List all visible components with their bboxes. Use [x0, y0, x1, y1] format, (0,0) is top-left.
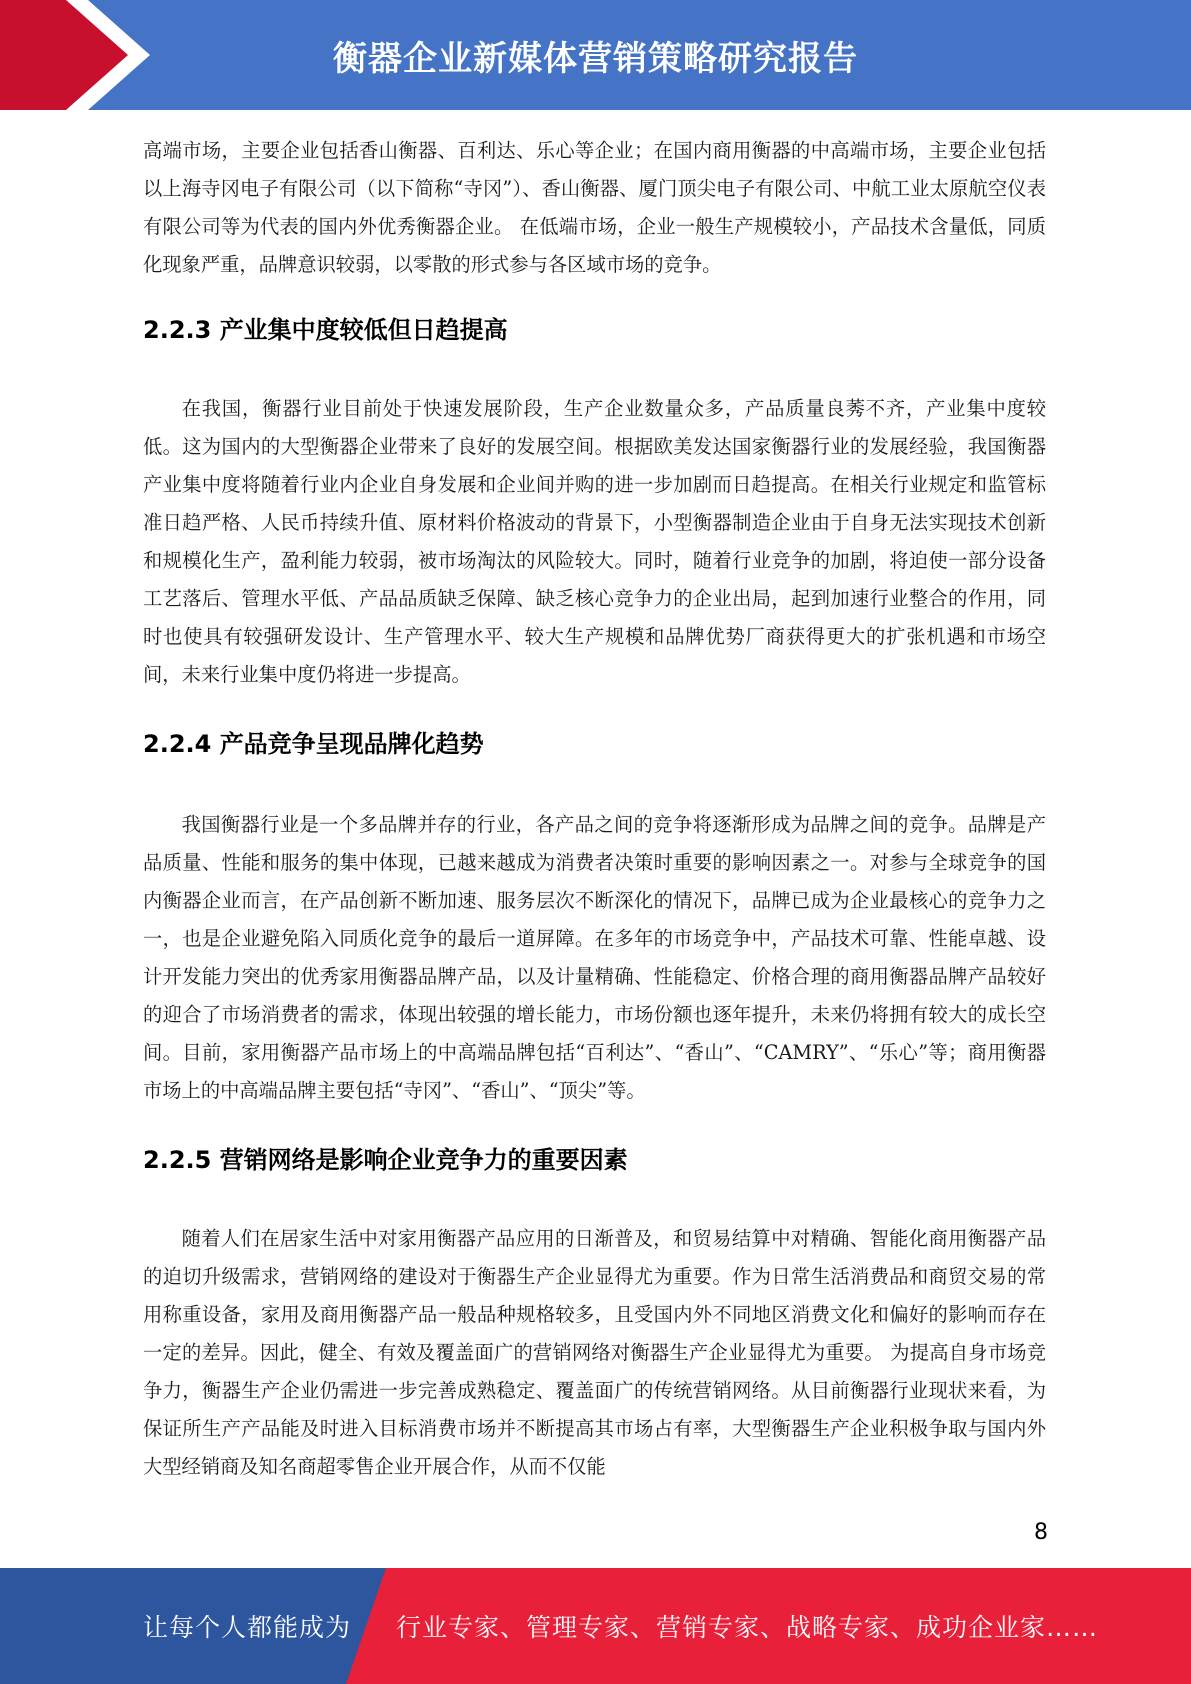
- footer-slogan-right: 行业专家、管理专家、营销专家、战略专家、成功企业家……: [396, 1613, 1099, 1642]
- section-body-2-2-3: 在我国，衡器行业目前处于快速发展阶段，生产企业数量众多，产品质量良莠不齐，产业集中度较低。这为国内的大型衡器企业带来了良好的发展空间。根据欧美发达国家衡器行业的发展经验，我国衡器产业集中度将随着行业内企业自身发展和企业间并购的进一步加剧而日趋提高。在相关行业规定和监管标准日趋严格、人民币持续升值、原材料价格波动的背景下，小型衡器制造企业由于自身无法实现技术创新和规模化生产，盈利能力较弱，被市场淘汰的风险较大。同时，随着行业竞争的加剧，将迫使一部分设备工艺落后、管理水平低、产品品质缺乏保障、缺乏核心竞争力的企业出局，起到加速行业整合的作用，同时也使具有较强研发设计、生产管理水平、较大生产规模和品牌优势厂商获得更大的扩张机遇和市场空间，未来行业集中度仍将进一步提高。: [143, 397, 1046, 686]
- section-body-2-2-4: 我国衡器行业是一个多品牌并存的行业，各产品之间的竞争将逐渐形成为品牌之间的竞争。品牌是产品质量、性能和服务的集中体现，已越来越成为消费者决策时重要的影响因素之一。对参与全球竞争的国内衡器企业而言，在产品创新不断加速、服务层次不断深化的情况下，品牌已成为企业最核心的竞争力之一，也是企业避免陷入同质化竞争的最后一道屏障。在多年的市场竞争中，产品技术可靠、性能卓越、设计开发能力突出的优秀家用衡器品牌产品，以及计量精确、性能稳定、价格合理的商用衡器品牌产品较好的迎合了市场消费者的需求，体现出较强的增长能力，市场份额也逐年提升，未来仍将拥有较大的成长空间。目前，家用衡器产品市场上的中高端品牌包括“百利达”、“香山”、“CAMRY”、“乐心”等；商用衡器市场上的中高端品牌主要包括“寺冈”、“香山”、“顶尖”等。: [143, 813, 1046, 1102]
- footer-slogan-left: 让每个人都能成为: [143, 1613, 352, 1642]
- page-header: [0, 0, 1191, 110]
- intro-paragraph: 高端市场，主要企业包括香山衡器、百利达、乐心等企业；在国内商用衡器的中高端市场，主要企业包括以上海寺冈电子有限公司（以下简称“寺冈”）、香山衡器、厦门顶尖电子有限公司、中航工业太原航空仪表有限公司等为代表的国内外优秀衡器企业。 在低端市场，企业一般生产规模较小，产品技术含量低，同质化现象严重，品牌意识较弱，以零散的形式参与各区域市场的竞争。: [143, 139, 1046, 276]
- report-title: 衡器企业新媒体营销策略研究报告: [333, 38, 858, 79]
- page-number: 8: [1034, 1520, 1048, 1545]
- section-body-2-2-5: 随着人们在居家生活中对家用衡器产品应用的日渐普及，和贸易结算中对精确、智能化商用衡器产品的迫切升级需求，营销网络的建设对于衡器生产企业显得尤为重要。作为日常生活消费品和商贸交易的常用称重设备，家用及商用衡器产品一般品种规格较多，且受国内外不同地区消费文化和偏好的影响而存在一定的差异。因此，健全、有效及覆盖面广的营销网络对衡器生产企业显得尤为重要。 为提高自身市场竞争力，衡器生产企业仍需进一步完善成熟稳定、覆盖面广的传统营销网络。从目前衡器行业现状来看，为保证所生产产品能及时进入目标消费市场并不断提高其市场占有率，大型衡器生产企业积极争取与国内外大型经销商及知名商超零售企业开展合作，从而不仅能: [143, 1227, 1046, 1478]
- section-heading-2-2-5: 2.2.5 营销网络是影响企业竞争力的重要因素: [143, 1146, 628, 1174]
- page-content: [143, 132, 1046, 1486]
- header-arrow-decoration: [0, 0, 150, 110]
- page-footer: [0, 1568, 1191, 1684]
- section-heading-2-2-4: 2.2.4 产品竞争呈现品牌化趋势: [143, 730, 484, 758]
- section-heading-2-2-3: 2.2.3 产业集中度较低但日趋提高: [143, 316, 508, 344]
